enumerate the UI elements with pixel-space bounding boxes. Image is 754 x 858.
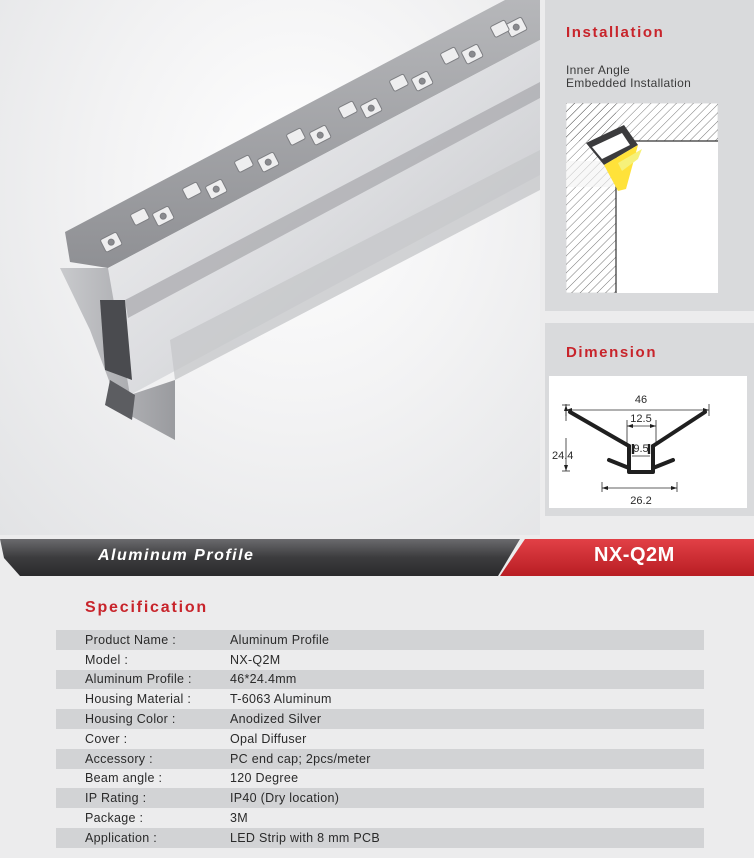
spec-value: PC end cap; 2pcs/meter (230, 751, 371, 766)
spec-label: Model : (85, 652, 129, 667)
dimension-width-channel: 9.5 (633, 443, 649, 455)
dimension-title: Dimension (566, 344, 658, 361)
spec-row (56, 808, 704, 828)
spec-value: LED Strip with 8 mm PCB (230, 830, 380, 845)
installation-line-2: Embedded Installation (566, 76, 692, 90)
spec-value: T-6063 Aluminum (230, 692, 332, 707)
banner-model-code: NX-Q2M (594, 544, 675, 566)
spec-row (56, 670, 704, 690)
spec-label: Housing Color : (85, 712, 176, 727)
specification-table (56, 630, 704, 848)
spec-value: 46*24.4mm (230, 672, 297, 687)
dimension-width-bottom: 26.2 (630, 495, 652, 507)
dimension-width-inner: 12.5 (630, 413, 652, 425)
spec-label: Housing Material : (85, 692, 192, 707)
spec-row (56, 709, 704, 729)
spec-row (56, 650, 704, 670)
inner-angle-installation-diagram (566, 103, 718, 293)
spec-label: Accessory : (85, 751, 153, 766)
product-banner (0, 536, 754, 576)
spec-label: Product Name : (85, 632, 177, 647)
spec-row (56, 769, 704, 789)
dimension-height: 24.4 (552, 450, 574, 462)
banner-product-label: Aluminum Profile (98, 547, 255, 564)
spec-value: NX-Q2M (230, 652, 281, 667)
spec-value: 120 Degree (230, 771, 299, 786)
spec-value: 3M (230, 811, 248, 826)
spec-row (56, 729, 704, 749)
spec-value: Anodized Silver (230, 712, 322, 727)
spec-label: Aluminum Profile : (85, 672, 192, 687)
spec-label: Application : (85, 830, 157, 845)
installation-line-1: Inner Angle (566, 63, 631, 77)
installation-title: Installation (566, 24, 665, 41)
spec-row (56, 630, 704, 650)
spec-row (56, 788, 704, 808)
installation-description (566, 64, 691, 90)
spec-value: Aluminum Profile (230, 632, 330, 647)
spec-row (56, 828, 704, 848)
spec-row (56, 689, 704, 709)
spec-label: Cover : (85, 731, 128, 746)
spec-row (56, 749, 704, 769)
spec-label: IP Rating : (85, 791, 147, 806)
spec-value: Opal Diffuser (230, 731, 307, 746)
profile-cross-section-diagram (549, 376, 747, 508)
spec-label: Package : (85, 811, 144, 826)
aluminum-profile-illustration (0, 0, 540, 535)
dimension-width-top: 46 (634, 394, 648, 406)
dimension-panel (545, 323, 754, 516)
spec-value: IP40 (Dry location) (230, 791, 340, 806)
product-image (0, 0, 540, 535)
spec-label: Beam angle : (85, 771, 163, 786)
specification-title: Specification (85, 599, 208, 616)
dimension-diagram-box (549, 376, 747, 508)
installation-panel (545, 0, 754, 311)
